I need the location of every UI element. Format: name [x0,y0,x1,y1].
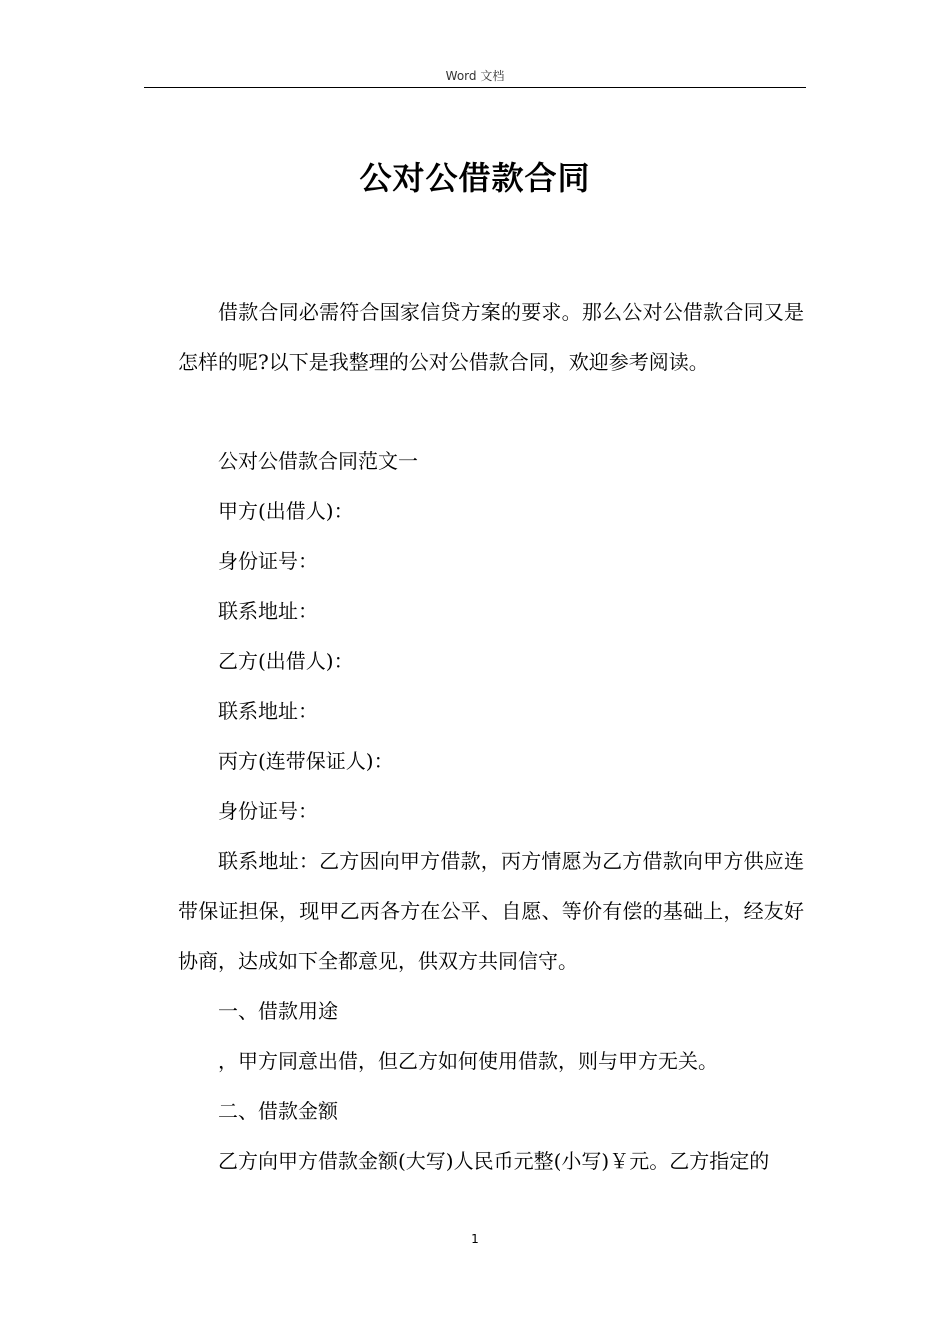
paragraph-party-c: 丙方(连带保证人)： [218,749,394,773]
section-heading-amount: 二、借款金额 [218,1099,338,1123]
intro-paragraph: 借款合同必需符合国家信贷方案的要求。那么公对公借款合同又是怎样的呢?以下是我整理的公对公借款合同，欢迎参考阅读。 [178,300,804,374]
contract-body [178,436,804,1186]
paragraph-party-a-id: 身份证号： [218,549,318,573]
paragraph-amount: 乙方向甲方借款金额(大写)人民币元整(小写)￥元。乙方指定的 [218,1149,770,1173]
header-divider [144,87,806,88]
paragraph-party-b: 乙方(出借人)： [218,649,354,673]
document-title: 公对公借款合同 [359,159,591,197]
paragraph-sample-heading: 公对公借款合同范文一 [218,449,418,473]
paragraph-party-c-address-terms: 联系地址：乙方因向甲方借款，丙方情愿为乙方借款向甲方供应连带保证担保，现甲乙丙各方在公平、自愿、等价有偿的基础上，经友好协商，达成如下全都意见，供双方共同信守。 [178,849,804,973]
paragraph-party-a-address: 联系地址： [218,599,318,623]
paragraph-party-c-id: 身份证号： [218,799,318,823]
section-heading-purpose: 一、借款用途 [218,999,338,1023]
paragraph-purpose: ，甲方同意出借，但乙方如何使用借款，则与甲方无关。 [218,1049,718,1073]
paragraph-party-b-address: 联系地址： [218,699,318,723]
paragraph-party-a: 甲方(出借人)： [218,499,354,523]
page-number: 1 [471,1232,479,1246]
page-header-label: Word 文档 [445,69,505,83]
intro-section [178,287,804,387]
